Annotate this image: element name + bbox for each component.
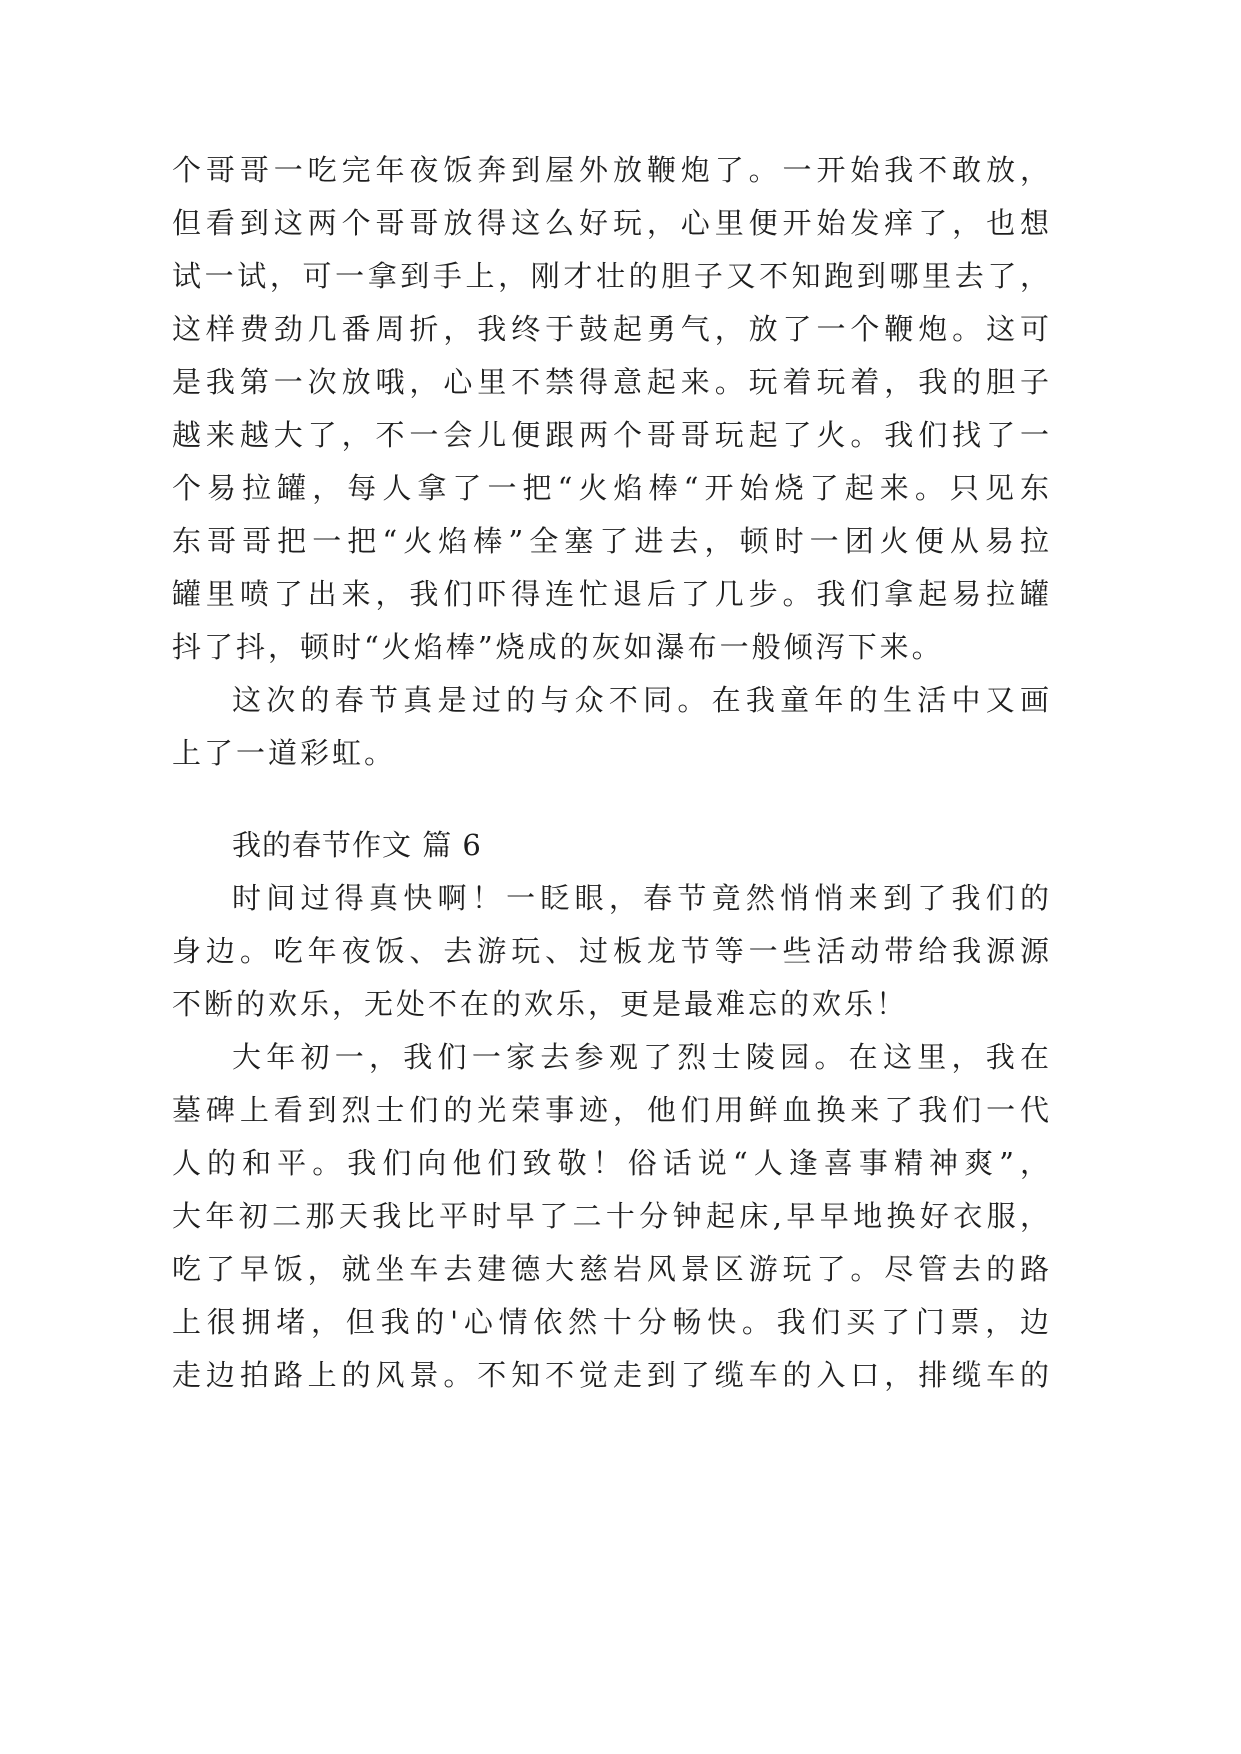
- text-line: 墓碑上看到烈士们的光荣事迹，他们用鲜血换来了我们一代: [172, 1093, 1052, 1127]
- text-line: 罐里喷了出来，我们吓得连忙退后了几步。我们拿起易拉罐: [172, 577, 1052, 611]
- text-line: 不断的欢乐，无处不在的欢乐，更是最难忘的欢乐！: [172, 987, 909, 1021]
- text-line: 大年初二那天我比平时早了二十分钟起床,早早地换好衣服，: [172, 1199, 1052, 1233]
- text-line: 个易拉罐，每人拿了一把“火焰棒“开始烧了起来。只见东: [172, 471, 1052, 505]
- section-heading: 我的春节作文 篇 6: [232, 828, 482, 862]
- text-line: 东哥哥把一把“火焰棒”全塞了进去，顿时一团火便从易拉: [172, 524, 1052, 558]
- text-line: 身边。吃年夜饭、去游玩、过板龙节等一些活动带给我源源: [172, 934, 1052, 968]
- text-line: 上了一道彩虹。: [172, 736, 397, 770]
- text-line: 抖了抖，顿时“火焰棒”烧成的灰如瀑布一般倾泻下来。: [172, 630, 944, 664]
- text-line: 个哥哥一吃完年夜饭奔到屋外放鞭炮了。一开始我不敢放，: [172, 153, 1052, 187]
- paragraph: [172, 872, 1052, 1031]
- text-line: 试一试，可一拿到手上，刚才壮的胆子又不知跑到哪里去了，: [172, 259, 1052, 293]
- text-line: 这次的春节真是过的与众不同。在我童年的生活中又画: [232, 683, 1052, 717]
- paragraph: [172, 144, 1052, 674]
- document-section: [172, 819, 1052, 1402]
- text-line: 吃了早饭，就坐车去建德大慈岩风景区游玩了。尽管去的路: [172, 1252, 1052, 1286]
- document-section: [172, 144, 1052, 780]
- text-line: 上很拥堵，但我的'心情依然十分畅快。我们买了门票，边: [172, 1305, 1052, 1339]
- text-line: 人的和平。我们向他们致敬！俗话说“人逢喜事精神爽”，: [172, 1146, 1052, 1180]
- text-line: 走边拍路上的风景。不知不觉走到了缆车的入口，排缆车的: [172, 1358, 1052, 1392]
- text-line: 这样费劲几番周折，我终于鼓起勇气，放了一个鞭炮。这可: [172, 312, 1052, 346]
- paragraph: [172, 674, 1052, 780]
- text-line: 越来越大了，不一会儿便跟两个哥哥玩起了火。我们找了一: [172, 418, 1052, 452]
- text-line: 是我第一次放哦，心里不禁得意起来。玩着玩着，我的胆子: [172, 365, 1052, 399]
- text-line: 但看到这两个哥哥放得这么好玩，心里便开始发痒了，也想: [172, 206, 1052, 240]
- text-line: 大年初一，我们一家去参观了烈士陵园。在这里，我在: [232, 1040, 1052, 1074]
- text-line: 时间过得真快啊！一眨眼，春节竟然悄悄来到了我们的: [232, 881, 1052, 915]
- paragraph: [172, 1031, 1052, 1402]
